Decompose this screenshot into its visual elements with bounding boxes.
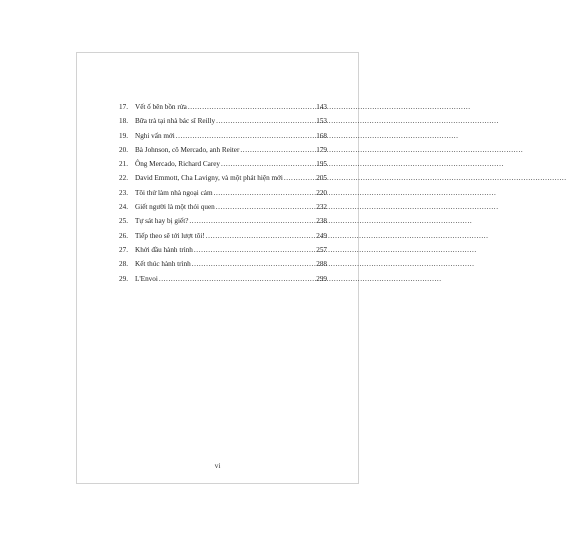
toc-leader-dots	[284, 171, 314, 185]
toc-entry-number: 28.	[119, 260, 128, 269]
toc-entry-page: 299	[316, 274, 327, 283]
toc-entry-page: 232	[316, 203, 327, 212]
toc-entry-page: 205	[316, 174, 327, 183]
toc-entry	[119, 171, 327, 185]
toc-leader-dots	[216, 200, 314, 214]
toc-entry	[119, 200, 327, 214]
toc-entry-number: 20.	[119, 145, 128, 154]
toc-entry-number: 22.	[119, 174, 128, 183]
toc-entry-title: David Emmott, Cha Lavigny, và một phát hiện mới	[135, 174, 283, 183]
toc-entry-number: 26.	[119, 231, 128, 240]
toc-entry-page: 249	[316, 231, 327, 240]
toc-entry	[119, 186, 327, 200]
toc-entry	[119, 272, 327, 286]
book-page	[76, 52, 359, 484]
toc-entry	[119, 129, 327, 143]
toc-leader-dots	[206, 229, 314, 243]
toc-leader-dots	[192, 257, 315, 271]
toc-leader-dots	[176, 129, 314, 143]
toc-leader-dots	[221, 157, 314, 171]
toc-entry	[119, 100, 327, 114]
toc-entry-title: Nghi vấn mới	[135, 131, 175, 140]
toc-entry-number: 25.	[119, 217, 128, 226]
toc-entry-title: L'Envoi	[135, 274, 158, 283]
toc-entry-page: 238	[316, 217, 327, 226]
toc-entry	[119, 214, 327, 228]
toc-entry-number: 23.	[119, 188, 128, 197]
toc-entry-title: Giết người là một thói quen	[135, 203, 215, 212]
toc-entry-title: Tiếp theo sẽ tới lượt tôi!	[135, 231, 205, 240]
toc-leader-dots	[188, 100, 314, 114]
toc-entry-page: 168	[316, 131, 327, 140]
toc-entry-title: Bữa trà tại nhà bác sĩ Reilly	[135, 117, 216, 126]
toc-entry-number: 21.	[119, 160, 128, 169]
toc-entry-title: Bà Johnson, cô Mercado, anh Reiter	[135, 145, 240, 154]
toc-entry-title: Tôi thử làm nhà ngoại cảm	[135, 188, 213, 197]
toc-entry-page: 220	[316, 188, 327, 197]
toc-leader-dots	[194, 243, 314, 257]
toc-entry-number: 24.	[119, 203, 128, 212]
toc-entry-page: 143	[316, 103, 327, 111]
toc-entry-title: Ông Mercado, Richard Carey	[135, 160, 221, 169]
toc-entry-title: Khởi đầu hành trình	[135, 245, 193, 254]
toc-entry-page: 153	[316, 117, 327, 126]
toc-entry-page: 288	[316, 260, 327, 269]
toc-leader-dots	[214, 186, 315, 200]
toc-entry-number: 18.	[119, 117, 128, 126]
toc-leader-dots	[159, 272, 314, 286]
toc-leader-dots	[240, 143, 314, 157]
toc-leader-dots	[216, 114, 314, 128]
toc-entry-page: 257	[316, 245, 327, 254]
toc-entry-number: 19.	[119, 131, 128, 140]
toc-entry-number: 29.	[119, 274, 128, 283]
toc-entry-title: Vết ố bên bồn rửa	[135, 103, 187, 111]
toc-entry-title: Kết thúc hành trình	[135, 260, 191, 269]
toc-entry	[119, 257, 327, 271]
toc-entry	[119, 229, 327, 243]
toc-entry	[119, 157, 327, 171]
toc-entry-page: 195	[316, 160, 327, 169]
toc-entry-number: 27.	[119, 245, 128, 254]
toc-entry-number: 17.	[119, 103, 128, 111]
toc-entry	[119, 243, 327, 257]
page-number: vi	[214, 461, 221, 470]
toc-entry	[119, 114, 327, 128]
toc-entry-page: 179	[316, 145, 327, 154]
toc-entry-title: Tự sát hay bị giết?	[135, 217, 189, 226]
toc-leader-dots	[189, 214, 314, 228]
toc-entry	[119, 143, 327, 157]
table-of-contents	[119, 100, 327, 286]
